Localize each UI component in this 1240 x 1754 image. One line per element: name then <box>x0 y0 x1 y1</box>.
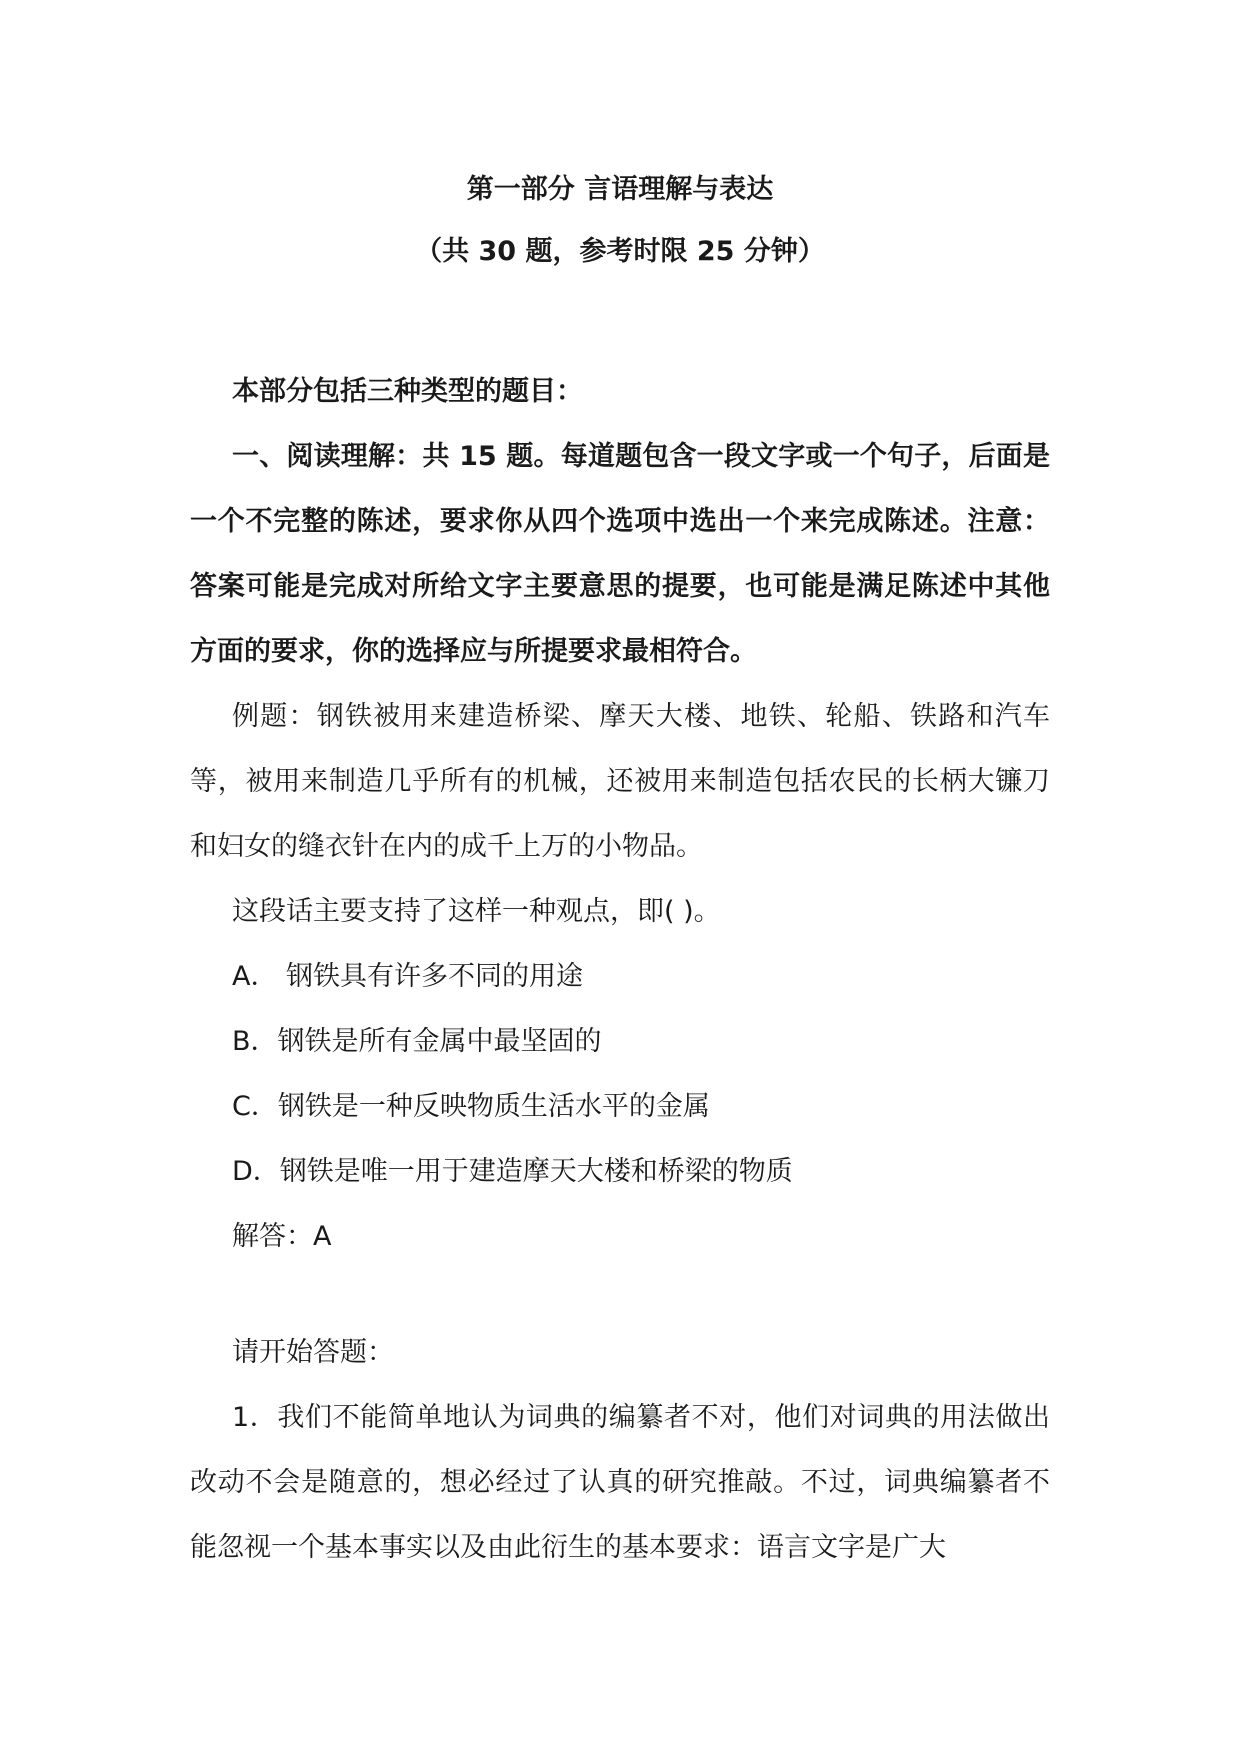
reading-comprehension-description: 一、阅读理解：共 15 题。每道题包含一段文字或一个句子，后面是一个不完整的陈述，要求你从四个选项中选出一个来完成陈述。注意：答案可能是完成对所给文字主要意思的提要，也可能是满足陈述中其他方面的要求，你的选择应与所提要求最相符合。 <box>190 441 1050 667</box>
example-answer: 解答：A <box>232 1221 332 1252</box>
document-body <box>190 172 1050 1580</box>
section-title: 第一部分 言语理解与表达 <box>466 174 774 205</box>
example-option-d: D．钢铁是唯一用于建造摩天大楼和桥梁的物质 <box>232 1156 793 1187</box>
example-question: 这段话主要支持了这样一种观点，即( )。 <box>232 896 721 927</box>
example-option-a: A． 钢铁具有许多不同的用途 <box>232 961 584 992</box>
example-option-b: B．钢铁是所有金属中最坚固的 <box>232 1026 602 1057</box>
intro-heading: 本部分包括三种类型的题目： <box>232 376 583 407</box>
section-subtitle: （共 30 题，参考时限 25 分钟） <box>415 236 825 267</box>
example-passage: 例题：钢铁被用来建造桥梁、摩天大楼、地铁、轮船、铁路和汽车等，被用来制造几乎所有的机械，还被用来制造包括农民的长柄大镰刀和妇女的缝衣针在内的成千上万的小物品。 <box>190 701 1050 862</box>
example-option-c: C．钢铁是一种反映物质生活水平的金属 <box>232 1091 710 1122</box>
question-1-text: 1．我们不能简单地认为词典的编纂者不对，他们对词典的用法做出改动不会是随意的，想必经过了认真的研究推敲。不过，词典编纂者不能忽视一个基本事实以及由此衍生的基本要求：语言文字是广大 <box>190 1402 1050 1563</box>
start-prompt: 请开始答题： <box>232 1337 394 1368</box>
